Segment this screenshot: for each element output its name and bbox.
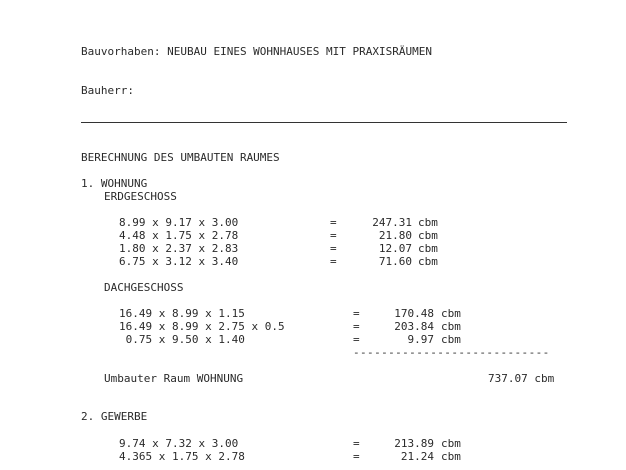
row-unit: cbm (418, 242, 438, 255)
row-equals: = (330, 242, 337, 255)
row-unit: cbm (441, 307, 461, 320)
row-value: 170.48 (394, 307, 434, 320)
row-unit: cbm (418, 229, 438, 242)
row-expression: 16.49 x 8.99 x 2.75 x 0.5 (119, 320, 285, 333)
row-expression: 4.48 x 1.75 x 2.78 (119, 229, 239, 242)
wohnung-total-label: Umbauter Raum WOHNUNG (104, 372, 244, 385)
section-wohnung-heading: 1. WOHNUNG (81, 177, 148, 190)
row-value: 203.84 (394, 320, 434, 333)
row-equals: = (353, 450, 360, 463)
row-expression: 6.75 x 3.12 x 3.40 (119, 255, 239, 268)
row-equals: = (353, 320, 360, 333)
document-title: BERECHNUNG DES UMBAUTEN RAUMES (81, 151, 280, 164)
row-value: 21.24 (400, 450, 434, 463)
row-value: 213.89 (394, 437, 434, 450)
project-label: Bauvorhaben: NEUBAU EINES WOHNHAUSES MIT PRAXISRÄUMEN (81, 45, 432, 58)
row-unit: cbm (441, 333, 461, 346)
row-value: 12.07 (378, 242, 412, 255)
row-expression: 0.75 x 9.50 x 1.40 (119, 333, 245, 346)
section-gewerbe-heading: 2. GEWERBE (81, 410, 148, 423)
row-unit: cbm (441, 437, 461, 450)
row-equals: = (330, 229, 337, 242)
row-equals: = (330, 216, 337, 229)
dachgeschoss-heading: DACHGESCHOSS (104, 281, 184, 294)
erdgeschoss-heading: ERDGESCHOSS (104, 190, 177, 203)
row-value: 9.97 (407, 333, 434, 346)
row-expression: 4.365 x 1.75 x 2.78 (119, 450, 245, 463)
row-equals: = (330, 255, 337, 268)
row-unit: cbm (418, 216, 438, 229)
subtotal-separator: ---------------------------- (353, 346, 550, 359)
row-value: 71.60 (378, 255, 412, 268)
row-unit: cbm (441, 450, 461, 463)
row-unit: cbm (441, 320, 461, 333)
row-unit: cbm (418, 255, 438, 268)
row-value: 21.80 (378, 229, 412, 242)
row-value: 247.31 (372, 216, 412, 229)
row-expression: 8.99 x 9.17 x 3.00 (119, 216, 239, 229)
row-expression: 9.74 x 7.32 x 3.00 (119, 437, 239, 450)
row-expression: 16.49 x 8.99 x 1.15 (119, 307, 245, 320)
owner-label: Bauherr: (81, 84, 134, 97)
row-equals: = (353, 307, 360, 320)
row-equals: = (353, 333, 360, 346)
wohnung-total-value: 737.07 cbm (488, 372, 555, 385)
row-equals: = (353, 437, 360, 450)
owner-rule (81, 122, 567, 123)
row-expression: 1.80 x 2.37 x 2.83 (119, 242, 239, 255)
